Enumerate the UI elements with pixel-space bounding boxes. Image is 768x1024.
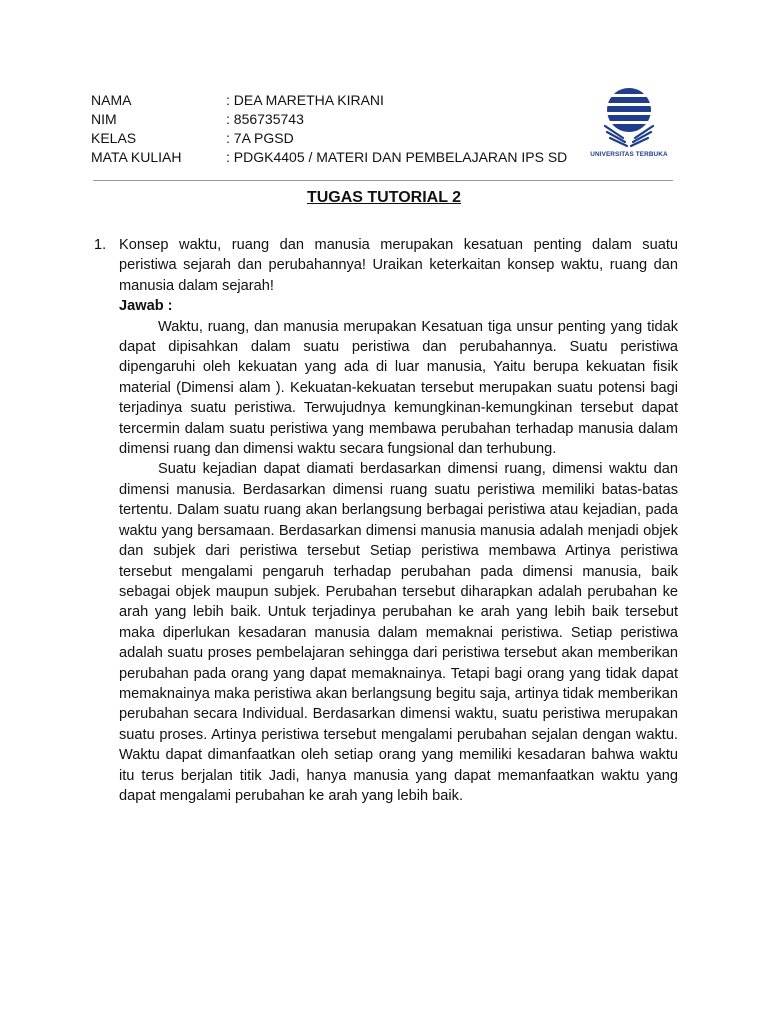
header-divider [93,180,673,181]
identity-row-nama [91,91,567,110]
answer-paragraph: Waktu, ruang, dan manusia merupakan Kesatuan tiga unsur penting yang tidak dapat dipisahkan dalam suatu peristiwa dan perubahannya. Suatu peristiwa dipengaruhi oleh kekuatan yang ada di luar manusia, Yaitu berupa kekuatan fisik material (Dimensi alam ). Kekuatan-kekuatan tersebut merupakan suatu potensi bagi terjadinya suatu peristiwa. Terwujudnya kemungkinan-kemungkinan tersebut dapat tercermin dalam suatu peristiwa yang membawa perubahan terhadap manusia dalam dimensi ruang dan dimensi waktu secara fungsional dan terhubung. [119,318,678,458]
identity-value: : 856735743 [226,111,304,127]
identity-row-kelas [91,129,567,148]
answer-label: Jawab : [119,298,173,315]
identity-label: NAMA [91,92,132,108]
question-number: 1. [94,237,107,253]
identity-row-nim [91,110,567,129]
identity-label: NIM [91,111,117,127]
question-text: Konsep waktu, ruang dan manusia merupakan kesatuan penting dalam suatu peristiwa sejarah dan perubahannya! Uraikan keterkaitan konsep waktu, ruang dan manusia dalam sejarah! [119,237,678,294]
university-emblem-icon [583,82,675,152]
answer-paragraph: Suatu kejadian dapat diamati berdasarkan dimensi ruang, dimensi waktu dan dimensi manusia. Berdasarkan dimensi ruang suatu peristiwa memiliki batas-batas tertentu. Dalam suatu ruang akan berlangsung berbagai peristiwa atau kejadian, pada waktu yang bersamaan. Berdasarkan dimensi manusia manusia adalah menjadi objek dan subjek dari peristiwa tersebut Setiap peristiwa membawa Artinya peristiwa tersebut mengalami pengaruh terhadap perubahan pada dimensi manusia, baik sebagai objek maupun subjek. Perubahan tersebut diharapkan adalah perubahan ke arah yang lebih baik. Untuk terjadinya perubahan ke arah yang lebih baik tersebut maka diperlukan kesadaran manusia dalam memaknai peristiwa. Setiap peristiwa adalah suatu proses pembelajaran sehingga dari peristiwa tersebut akan memberikan perubahan pada orang yang dapat memaknainya. Tetapi bagi orang yang tidak dapat memaknainya maka peristiwa akan berlangsung begitu saja, artinya tidak memberikan perubahan secara Individual. Berdasarkan dimensi waktu, suatu peristiwa merupakan suatu proses. Artinya peristiwa tersebut mengalami perubahan sejalan dengan waktu. Waktu dapat dimanfaatkan oleh setiap orang yang memiliki kesadaran bahwa waktu itu terus berjalan titik Jadi, hanya manusia yang dapat memanfaatkan waktu yang dapat mengalami perubahan ke arah yang lebih baik. [119,461,678,804]
identity-label: KELAS [91,130,137,146]
page-title: TUGAS TUTORIAL 2 [306,189,462,206]
answer-body [119,317,678,807]
identity-value: : DEA MARETHA KIRANI [226,92,384,108]
question-block [94,235,678,806]
identity-label: MATA KULIAH [91,149,182,165]
identity-value: : PDGK4405 / MATERI DAN PEMBELAJARAN IPS SD [226,149,568,165]
identity-value: : 7A PGSD [226,130,294,146]
identity-row-mata-kuliah [91,148,567,167]
student-identity-block [91,91,567,167]
university-name: UNIVERSITAS TERBUKA [590,151,668,158]
university-logo [583,82,675,166]
